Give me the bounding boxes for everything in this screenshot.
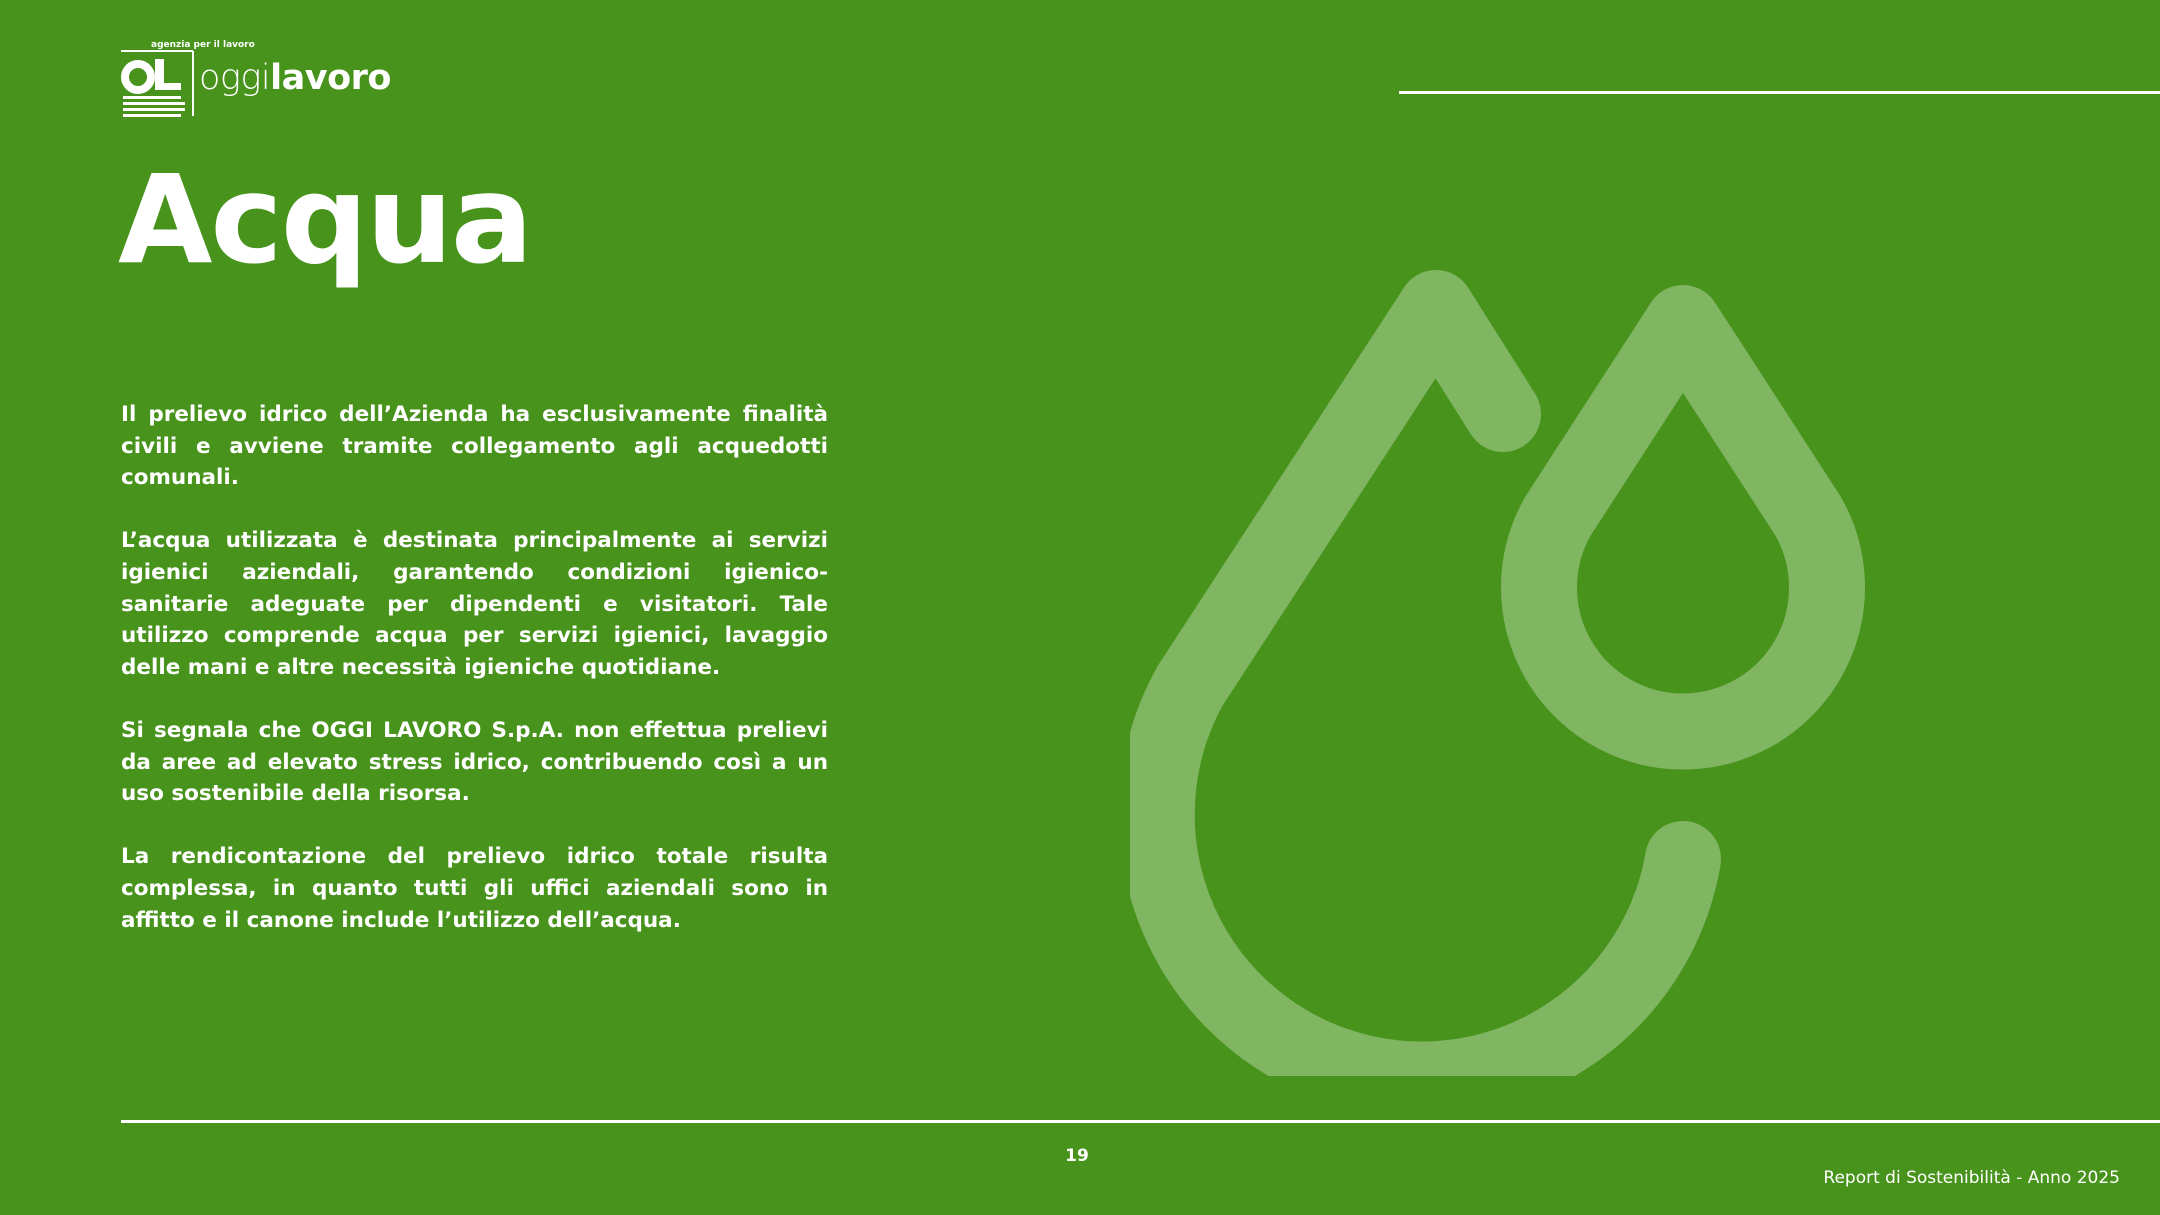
paragraph: Si segnala che OGGI LAVORO S.p.A. non effettua prelievi da aree ad elevato stress idrico, contribuendo così a un uso sostenibile della risorsa. bbox=[121, 717, 828, 807]
logo-wordmark bbox=[199, 58, 391, 98]
paragraph: Il prelievo idrico dell’Azienda ha esclusivamente finalità civili e avviene tramite collegamento agli acquedotti comunali. bbox=[121, 402, 828, 491]
company-logo bbox=[121, 50, 391, 118]
paragraph: L’acqua utilizzata è destinata principalmente ai servizi igienici aziendali, garantendo condizioni igienico-sanitarie adeguate per dipendenti e visitatori. Tale utilizzo comprende acqua per servizi igienici, lavaggio delle mani e altre necessità igieniche quotidiane. bbox=[121, 528, 828, 680]
page-number: 19 bbox=[1065, 1146, 1089, 1166]
small-drop-shape bbox=[1539, 323, 1827, 731]
page-title: Acqua bbox=[118, 149, 532, 291]
logo-word-bold: lavoro bbox=[270, 58, 391, 98]
paragraph: La rendicontazione del prelievo idrico totale risulta complessa, in quanto tutti gli uffici aziendali sono in affitto e il canone include l’utilizzo dell’acqua. bbox=[121, 844, 828, 933]
ol-monogram-icon bbox=[121, 50, 195, 118]
header-divider bbox=[1399, 91, 2160, 94]
logo-word-light: oggi bbox=[199, 58, 271, 98]
logo-tagline: agenzia per il lavoro bbox=[151, 40, 255, 50]
body-text bbox=[121, 399, 828, 968]
footer-divider bbox=[121, 1120, 2160, 1123]
water-drops-icon bbox=[1130, 246, 1870, 1076]
report-label: Report di Sostenibilità - Anno 2025 bbox=[1823, 1168, 2120, 1188]
